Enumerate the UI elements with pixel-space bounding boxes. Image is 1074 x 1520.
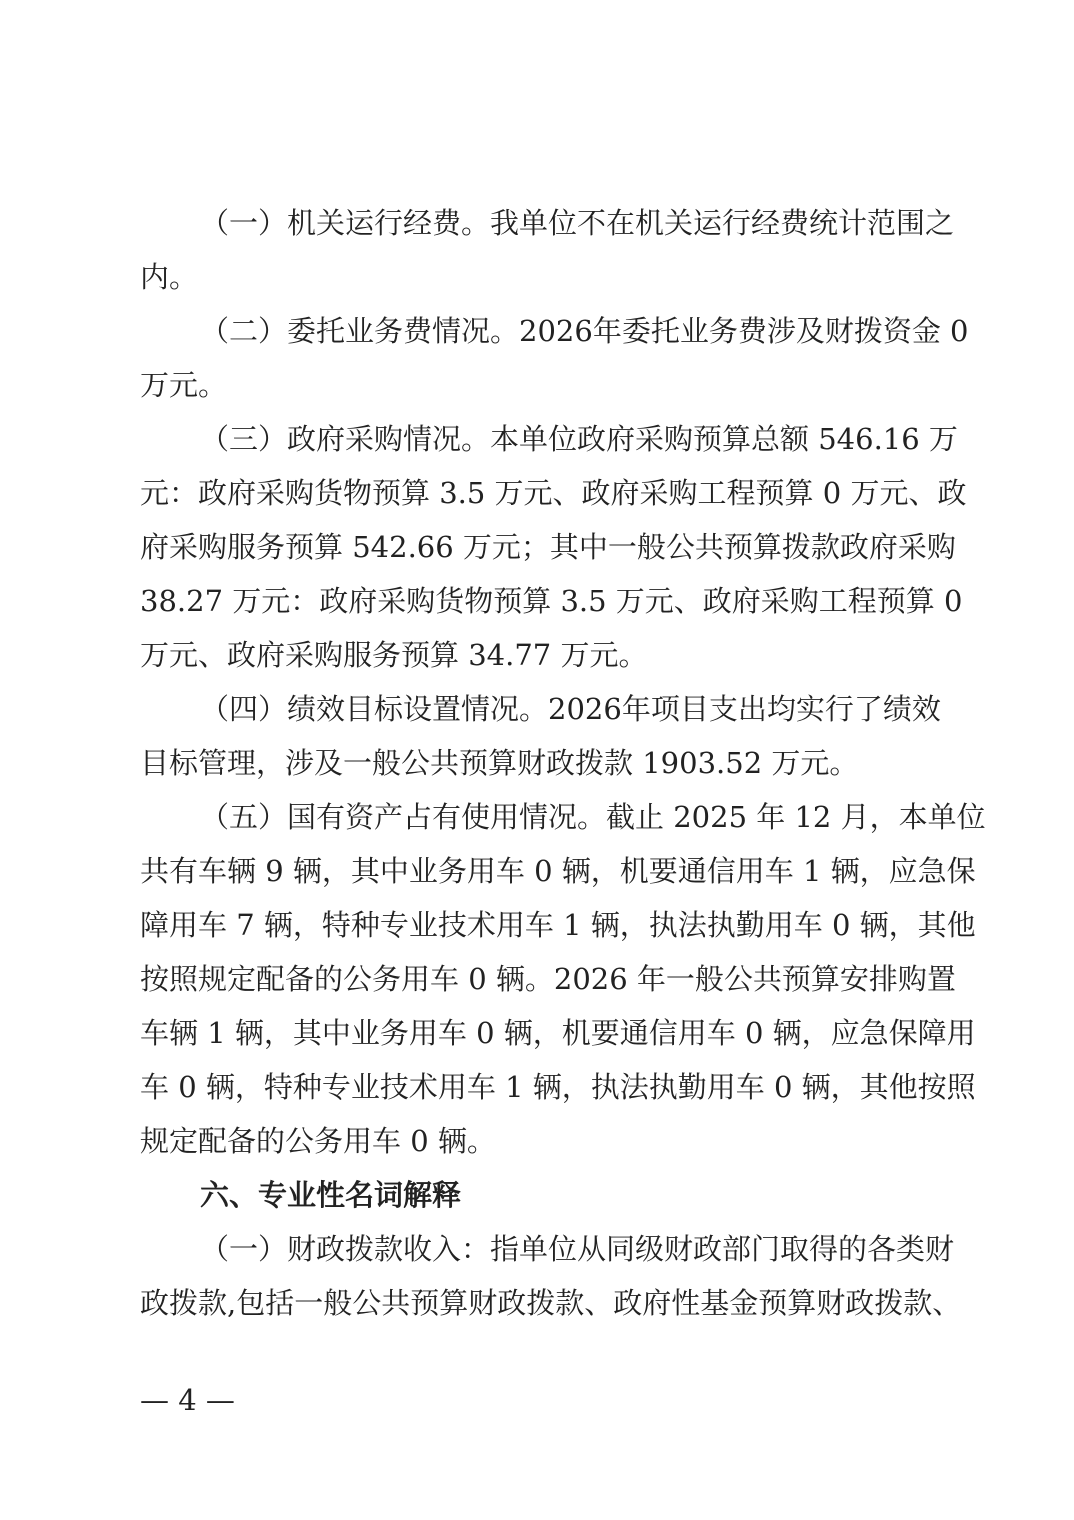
paragraph-2-text: 2026年委托业务费涉及财拨资金 0: [519, 314, 969, 348]
paragraph-6-line-2: 政拨款,包括一般公共预算财政拨款、政府性基金预算财政拨款、: [140, 1286, 962, 1320]
paragraph-2-line-1: [200, 311, 969, 351]
paragraph-3-line-3: 府采购服务预算 542.66 万元；其中一般公共预算拨款政府采购: [140, 530, 956, 564]
section-6-heading: 六、专业性名词解释: [200, 1178, 462, 1212]
paragraph-1-text: 我单位不在机关运行经费统计范围之: [490, 206, 955, 240]
paragraph-5-line-1: [200, 797, 986, 837]
paragraph-5-line-2: 共有车辆 9 辆，其中业务用车 0 辆，机要通信用车 1 辆，应急保: [140, 854, 976, 888]
paragraph-5-line-5: 车辆 1 辆，其中业务用车 0 辆，机要通信用车 0 辆，应急保障用: [140, 1016, 976, 1050]
paragraph-2-lead: （二）委托业务费情况。: [200, 314, 520, 348]
paragraph-4-text: 2026年项目支出均实行了绩效: [548, 692, 941, 726]
paragraph-5-lead: （五）国有资产占有使用情况。: [200, 800, 607, 834]
paragraph-3-text: 本单位政府采购预算总额 546.16 万: [490, 422, 958, 456]
paragraph-4-line-2: 目标管理，涉及一般公共预算财政拨款 1903.52 万元。: [140, 746, 859, 780]
paragraph-1-line-1: [200, 203, 955, 243]
paragraph-3-line-4: 38.27 万元：政府采购货物预算 3.5 万元、政府采购工程预算 0: [140, 584, 963, 618]
paragraph-1-line-2: 内。: [140, 260, 199, 294]
paragraph-5-line-3: 障用车 7 辆，特种专业技术用车 1 辆，执法执勤用车 0 辆，其他: [140, 908, 976, 942]
paragraph-3-line-5: 万元、政府采购服务预算 34.77 万元。: [140, 638, 648, 672]
paragraph-5-line-7: 规定配备的公务用车 0 辆。: [140, 1124, 496, 1158]
paragraph-3-line-1: [200, 419, 958, 459]
paragraph-5-line-6: 车 0 辆，特种专业技术用车 1 辆，执法执勤用车 0 辆，其他按照: [140, 1070, 976, 1104]
paragraph-5-text: 截止 2025 年 12 月，本单位: [606, 800, 986, 834]
paragraph-2-line-2: 万元。: [140, 368, 228, 402]
paragraph-5-line-4: 按照规定配备的公务用车 0 辆。2026 年一般公共预算安排购置: [140, 962, 956, 996]
paragraph-4-lead: （四）绩效目标设置情况。: [200, 692, 549, 726]
paragraph-4-line-1: [200, 689, 941, 729]
paragraph-6-lead: （一）财政拨款收入：: [200, 1232, 491, 1266]
paragraph-6-text: 指单位从同级财政部门取得的各类财: [490, 1232, 955, 1266]
paragraph-1-lead: （一）机关运行经费。: [200, 206, 491, 240]
paragraph-3-lead: （三）政府采购情况。: [200, 422, 491, 456]
paragraph-3-line-2: 元：政府采购货物预算 3.5 万元、政府采购工程预算 0 万元、政: [140, 476, 967, 510]
page-number: — 4 —: [140, 1383, 235, 1417]
paragraph-6-line-1: [200, 1229, 955, 1269]
